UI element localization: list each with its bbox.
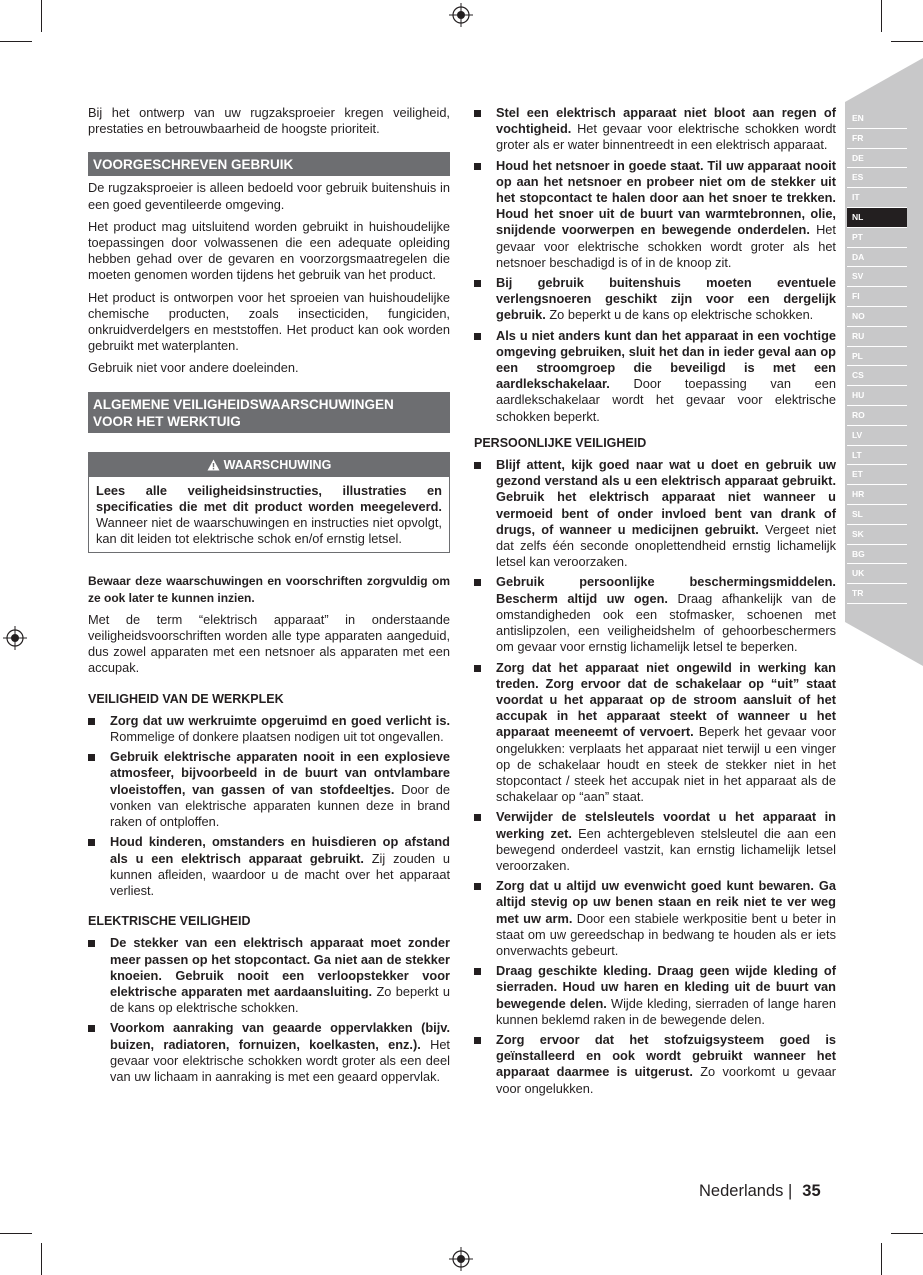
bullet-square-icon	[88, 718, 95, 725]
list-item-text: Zo beperkt u de kans op elektrische schokken.	[110, 983, 450, 1016]
language-tab-sl[interactable]: SL	[847, 505, 907, 525]
list-item-bold-text: Draag geschikte kleding. Draag geen wijde kleding of sierraden. Houd uw haren en kleding uit de buurt van bewegende delen.	[496, 963, 836, 1011]
intended-use-paragraph: Het product mag uitsluitend worden gebruikt in huishoudelijke toepassingen door volwassenen die een adequate opleiding hebben gehad over de gevaren en voorzorgsmaatregelen die moeten genomen worden tijdens het gebruik van het product.	[88, 218, 450, 283]
language-tab-it[interactable]: IT	[847, 188, 907, 208]
language-tab-fr[interactable]: FR	[847, 129, 907, 149]
language-tab-lt[interactable]: LT	[847, 446, 907, 466]
list-item-text: Vergeet niet dat zelfs één seconde onoplettendheid ernstig lichamelijk letsel kan veroorzaken.	[496, 521, 837, 570]
list-item-text: Zo beperkt u de kans op elektrische schokken.	[545, 307, 814, 323]
language-tab-da[interactable]: DA	[847, 248, 907, 268]
subheading-electrical-safety: ELEKTRISCHE VEILIGHEID	[88, 914, 251, 929]
list-item-text: Zij zouden u kunnen afleiden, waardoor u de macht over het apparaat verliest.	[110, 850, 450, 898]
list-item-bold-text: Blijf attent, kijk goed naar wat u doet en gebruik uw gezond verstand als u een elektrisch apparaat gebruikt. Gebruik het elektrisch apparaat niet wanneer u vermoeid bent of onder invloed bent van drank of drugs, of wanneer u medicijnen gebruikt.	[496, 457, 836, 537]
language-tab-cs[interactable]: CS	[847, 366, 907, 386]
list-item-bold-text: Zorg dat uw werkruimte opgeruimd en goed verlicht is.	[110, 712, 450, 728]
language-tab-no[interactable]: NO	[847, 307, 907, 327]
list-item-text: Draag afhankelijk van de omstandigheden ook een stofmasker, schoenen met antislipzolen, een veiligheidshelm of gehoorbeschermers om gevaar voor ernstig lichamelijk letsel te beperken.	[496, 590, 836, 655]
warning-bold-text: Lees alle veiligheidsinstructies, illustraties en specificaties die met dit product worden meegeleverd.	[96, 482, 442, 514]
electrical-safety-list	[88, 935, 450, 1085]
language-tab-bg[interactable]: BG	[847, 545, 907, 565]
language-tab-de[interactable]: DE	[847, 149, 907, 169]
list-item-text: Zo voorkomt u gevaar voor ongelukken.	[496, 1064, 837, 1096]
bullet-square-icon	[88, 754, 95, 761]
section-heading-line: ALGEMENE VEILIGHEIDSWAARSCHUWINGEN	[93, 396, 394, 412]
list-item-bold-text: Gebruik persoonlijke beschermingsmiddelen. Bescherm altijd uw ogen.	[496, 574, 836, 606]
warning-title: WAARSCHUWING	[223, 457, 332, 472]
list-item	[474, 660, 836, 806]
list-item	[474, 105, 836, 154]
registration-mark-icon	[449, 1247, 473, 1271]
language-tab-hr[interactable]: HR	[847, 485, 907, 505]
personal-safety-list	[474, 457, 836, 1097]
language-tab-fi[interactable]: FI	[847, 287, 907, 307]
list-item	[88, 749, 450, 830]
warning-box-header	[89, 453, 449, 477]
warning-body-text: Wanneer niet de waarschuwingen en instructies niet opvolgt, kan dit leiden tot elektrische schok en/of ernstig letsel.	[96, 515, 442, 547]
language-tab-tr[interactable]: TR	[847, 584, 907, 604]
list-item	[474, 963, 836, 1028]
intended-use-paragraph: Het product is ontworpen voor het sproeien van huishoudelijke chemische producten, zoals insecticiden, fungiciden, onkruidverdelgers en meststoffen. Het product kan ook worden gebruikt met waterplanten.	[88, 289, 450, 354]
registration-mark-icon	[449, 3, 473, 27]
list-item	[474, 158, 836, 271]
language-tab-lv[interactable]: LV	[847, 426, 907, 446]
list-item	[474, 878, 836, 959]
page-number: 35	[802, 1182, 821, 1200]
bullet-square-icon	[474, 333, 481, 340]
list-item-bold-text: Houd het netsnoer in goede staat. Til uw apparaat nooit op aan het netsnoer en probeer niet om de stekker uit het stopcontact te halen door aan het snoer te trekken. Houd het snoer uit de buurt van warmtebronnen, olie, snijdende voorwerpen en bewegende onderdelen.	[496, 157, 836, 238]
list-item-bold-text: Zorg dat u altijd uw evenwicht goed kunt bewaren. Ga altijd stevig op uw benen staan en reik niet te ver weg met uw arm.	[496, 878, 836, 926]
list-item-text: Door toepassing van een aardlekschakelaar wordt het gevaar voor elektrische schokken beperkt.	[496, 376, 836, 424]
intro-text: Bij het ontwerp van uw rugzaksproeier kregen veiligheid, prestaties en betrouwbaarheid de hoogste prioriteit.	[88, 105, 450, 137]
crop-mark	[0, 41, 32, 42]
section-heading-line: VOOR HET WERKTUIG	[93, 413, 241, 429]
list-item-text: Het gevaar voor elektrische schokken wordt groter als het netsnoer beschadigd is of in de knoop zit.	[496, 222, 836, 270]
list-item-bold-text: Bij gebruik buitenshuis moeten eventuele verlengsnoeren geschikt zijn voor een dergelijk gebruik.	[496, 275, 836, 323]
crop-mark	[41, 1243, 42, 1275]
language-tab-list	[847, 109, 907, 604]
subheading-workplace-safety: VEILIGHEID VAN DE WERKPLEK	[88, 691, 284, 706]
right-column	[474, 105, 836, 1101]
list-item	[474, 574, 836, 655]
bullet-square-icon	[88, 1025, 95, 1032]
list-item-text: Door een stabiele werkpositie bent u beter in staat om uw gereedschap in bedwang te houden als er iets onverwachts gebeurt.	[496, 910, 836, 958]
list-item-text: Wijde kleding, sierraden of lange haren kunnen beklemd raken in de bewegende delen.	[496, 995, 836, 1027]
bullet-square-icon	[474, 110, 481, 117]
list-item-bold-text: Verwijder de stelsleutels voordat u het apparaat in werking zet.	[496, 809, 836, 841]
list-item	[474, 809, 836, 874]
list-item-bold-text: Als u niet anders kunt dan het apparaat in een vochtige omgeving gebruiken, sluit het dan in ieder geval aan op een stroomgroep die beveiligd is met een aardlekschakelaar.	[496, 327, 836, 392]
list-item	[474, 1032, 836, 1097]
bullet-square-icon	[474, 883, 481, 890]
list-item	[88, 935, 450, 1016]
language-tab-hu[interactable]: HU	[847, 386, 907, 406]
intended-use-paragraph: De rugzaksproeier is alleen bedoeld voor gebruik buitenshuis in een goed geventileerde omgeving.	[88, 180, 450, 212]
language-tab-pt[interactable]: PT	[847, 228, 907, 248]
bullet-square-icon	[474, 579, 481, 586]
section-heading-intended-use: VOORGESCHREVEN GEBRUIK	[88, 152, 450, 176]
warning-box	[88, 452, 450, 554]
list-item-bold-text: Zorg dat het apparaat niet ongewild in werking kan treden. Zorg ervoor dat de schakelaar op “uit” staat voordat u het apparaat op de stroom aansluit of het accupak in het apparaat steekt of wanneer u het apparaat meeneemt of vervoert.	[496, 659, 836, 740]
language-tab-sk[interactable]: SK	[847, 525, 907, 545]
crop-mark	[881, 1243, 882, 1275]
bullet-square-icon	[474, 665, 481, 672]
list-item-bold-text: Gebruik elektrische apparaten nooit in een explosieve atmosfeer, bijvoorbeeld in de buurt van ontvlambare vloeistoffen, van gassen of van stofdeeltjes.	[110, 749, 450, 797]
language-tab-pl[interactable]: PL	[847, 347, 907, 367]
language-tab-es[interactable]: ES	[847, 168, 907, 188]
bullet-square-icon	[88, 940, 95, 947]
list-item-text: Rommelige of donkere plaatsen nodigen uit tot ongevallen.	[110, 729, 444, 745]
list-item-text: Het gevaar voor elektrische schokken wordt groter als een deel van uw lichaam in aanraking is met een geaard oppervlak.	[110, 1036, 450, 1084]
bullet-square-icon	[88, 839, 95, 846]
crop-mark	[881, 0, 882, 32]
bullet-square-icon	[474, 814, 481, 821]
language-tab-uk[interactable]: UK	[847, 564, 907, 584]
term-definition: Met de term “elektrisch apparaat” in onderstaande veiligheidsvoorschriften worden alle type apparaten aangeduid, dus zowel apparaten met een netsnoer als apparaten met een accupak.	[88, 611, 450, 676]
footer-language: Nederlands |	[699, 1182, 793, 1200]
list-item-bold-text: Zorg ervoor dat het stofzuigsysteem goed is geïnstalleerd en ook wordt gebruikt wanneer het apparaat daarmee is uitgerust.	[496, 1031, 836, 1080]
crop-mark	[891, 1233, 923, 1234]
electrical-safety-list-continued	[474, 105, 836, 425]
keep-notice: Bewaar deze waarschuwingen en voorschriften zorgvuldig om ze ook later te kunnen inzien.	[88, 574, 450, 605]
list-item-bold-text: Voorkom aanraking van geaarde oppervlakken (bijv. buizen, radiatoren, fornuizen, koelkasten, enz.).	[110, 1020, 450, 1052]
language-tab-ro[interactable]: RO	[847, 406, 907, 426]
subheading-personal-safety: PERSOONLIJKE VEILIGHEID	[474, 435, 647, 450]
bullet-square-icon	[474, 462, 481, 469]
list-item	[88, 713, 450, 745]
crop-mark	[41, 0, 42, 32]
list-item-text: Door de vonken van elektrische apparaten kunnen deze in brand raken of ontploffen.	[110, 781, 450, 830]
language-tab-en[interactable]: EN	[847, 109, 907, 129]
workplace-safety-list	[88, 713, 450, 899]
list-item-bold-text: Stel een elektrisch apparaat niet bloot aan regen of vochtigheid.	[496, 105, 836, 137]
crop-mark	[891, 41, 923, 42]
bullet-square-icon	[474, 1037, 481, 1044]
page-footer	[699, 1182, 821, 1201]
language-tab-nl[interactable]: NL	[847, 208, 907, 228]
list-item	[88, 834, 450, 899]
list-item-text: Een achtergebleven stelsleutel die aan een bewegend onderdeel vastzit, kan ernstig lichamelijk letsel veroorzaken.	[496, 825, 837, 873]
bullet-square-icon	[474, 280, 481, 287]
list-item-text: Het gevaar voor elektrische schokken wordt groter als er water binnentreedt in een elektrisch apparaat.	[496, 121, 836, 153]
list-item-text: Beperk het gevaar voor ongelukken: verplaats het apparaat niet terwijl u een vinger op de schakelaar houdt en steek de stekker niet in het stopcontact / steek het accupak niet in het apparaat als de schakelaar op “aan” staat.	[496, 724, 836, 805]
warning-triangle-icon	[207, 459, 220, 471]
language-tab-sv[interactable]: SV	[847, 267, 907, 287]
crop-mark	[0, 1233, 32, 1234]
registration-mark-icon	[3, 626, 27, 650]
list-item	[474, 457, 836, 570]
language-tab-ru[interactable]: RU	[847, 327, 907, 347]
list-item	[474, 328, 836, 425]
list-item-bold-text: De stekker van een elektrisch apparaat moet zonder meer passen op het stopcontact. Ga niet aan de stekker knoeien. Gebruik nooit een verloopstekker voor elektrische apparaten met aardaansluiting.	[110, 935, 450, 999]
left-column	[88, 105, 450, 1089]
list-item	[474, 275, 836, 324]
section-heading-general-warnings	[88, 392, 450, 433]
language-tab-et[interactable]: ET	[847, 465, 907, 485]
list-item-bold-text: Houd kinderen, omstanders en huisdieren op afstand als u een elektrisch apparaat gebruikt.	[110, 834, 450, 866]
bullet-square-icon	[474, 968, 481, 975]
bullet-square-icon	[474, 163, 481, 170]
list-item	[88, 1020, 450, 1085]
warning-box-text	[89, 477, 449, 553]
intended-use-paragraph: Gebruik niet voor andere doeleinden.	[88, 360, 299, 376]
